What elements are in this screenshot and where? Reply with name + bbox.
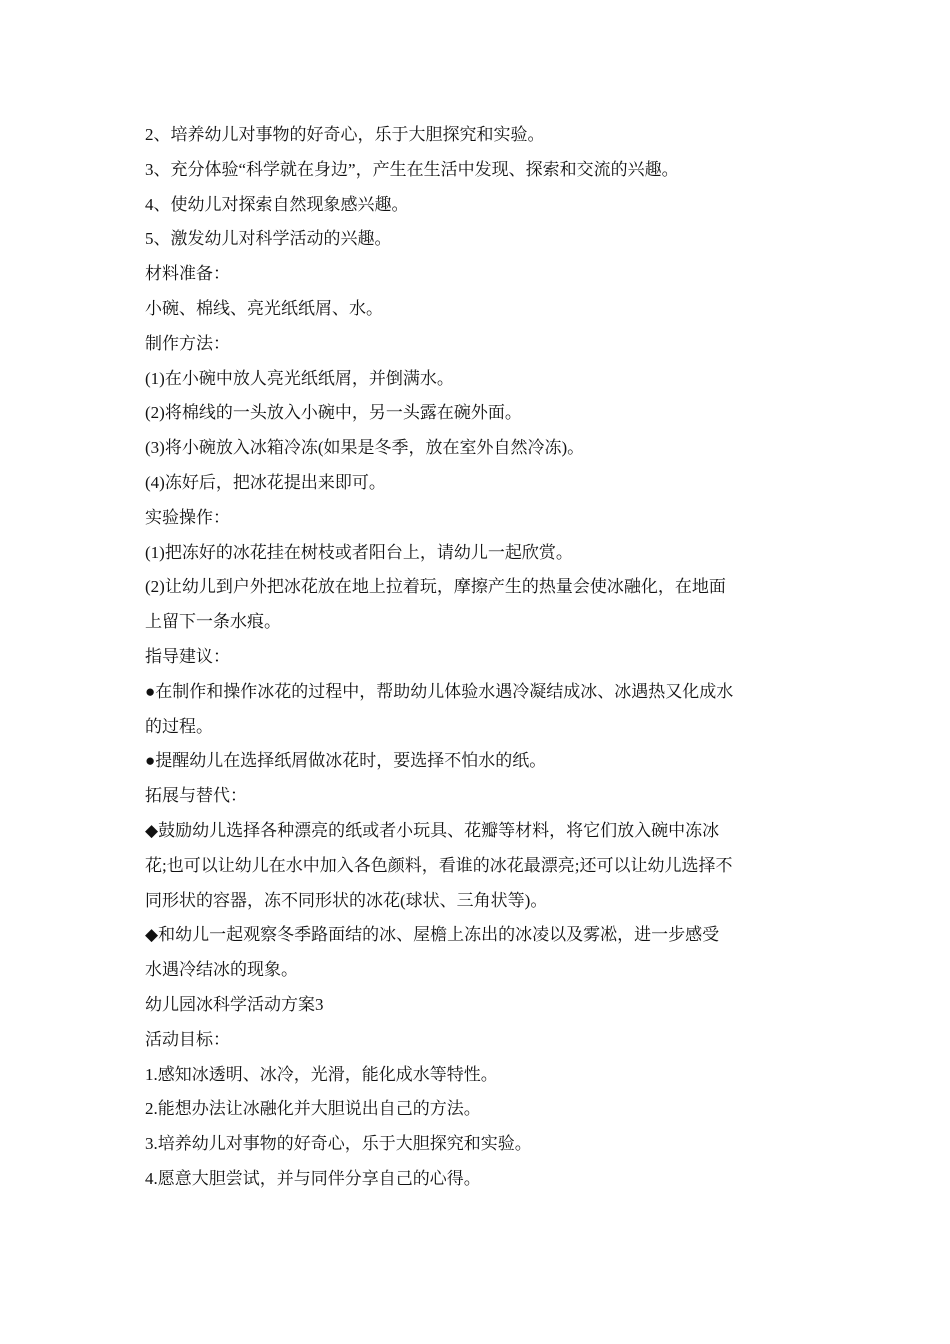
method-heading: 制作方法： (145, 333, 230, 353)
method-step-2: (2)将棉线的一头放入小碗中，另一头露在碗外面。 (145, 403, 522, 423)
goal-line-4: 4、使幼儿对探索自然现象感兴趣。 (145, 194, 409, 214)
extension-item-1-cont: 花;也可以让幼儿在水中加入各色颜料，看谁的冰花最漂亮;还可以让幼儿选择不 (145, 855, 733, 875)
goal-line-5: 5、激发幼儿对科学活动的兴趣。 (145, 229, 392, 249)
goal-line-2: 2、培养幼儿对事物的好奇心，乐于大胆探究和实验。 (145, 125, 545, 144)
extension-heading: 拓展与替代： (145, 786, 247, 806)
extension-item-1-cont-2: 同形状的容器，冻不同形状的冰花(球状、三角状等)。 (145, 890, 548, 910)
extension-item-1: ◆鼓励幼儿选择各种漂亮的纸或者小玩具、花瓣等材料，将它们放入碗中冻冰 (145, 820, 720, 840)
goals-heading: 活动目标： (145, 1029, 230, 1049)
method-step-4: (4)冻好后，把冰花提出来即可。 (145, 472, 386, 492)
operation-step-1: (1)把冻好的冰花挂在树枝或者阳台上，请幼儿一起欣赏。 (145, 542, 573, 562)
operation-step-2-cont: 上留下一条水痕。 (145, 612, 281, 632)
extension-item-2: ◆和幼儿一起观察冬季路面结的冰、屋檐上冻出的冰凌以及雾凇，进一步感受 (145, 925, 720, 945)
guidance-item-1: ●在制作和操作冰花的过程中，帮助幼儿体验水遇冷凝结成冰、冰遇热又化成水 (145, 681, 734, 701)
operation-heading: 实验操作： (145, 507, 230, 527)
goal-line-3: 3、充分体验“科学就在身边”，产生在生活中发现、探索和交流的兴趣。 (145, 159, 679, 179)
goal-item-2: 2.能想办法让冰融化并大胆说出自己的方法。 (145, 1099, 481, 1119)
method-step-1: (1)在小碗中放人亮光纸纸屑，并倒满水。 (145, 368, 454, 388)
extension-item-2-cont: 水遇冷结冰的现象。 (145, 960, 298, 980)
materials-list: 小碗、棉线、亮光纸纸屑、水。 (145, 298, 383, 318)
section-title: 幼儿园冰科学活动方案3 (145, 994, 324, 1014)
document-body (145, 118, 810, 1197)
goal-item-4: 4.愿意大胆尝试，并与同伴分享自己的心得。 (145, 1168, 481, 1188)
guidance-item-1-cont: 的过程。 (145, 716, 213, 736)
method-step-3: (3)将小碗放入冰箱冷冻(如果是冬季，放在室外自然冷冻)。 (145, 438, 585, 458)
materials-heading: 材料准备： (145, 264, 230, 284)
goal-item-1: 1.感知冰透明、冰冷，光滑，能化成水等特性。 (145, 1064, 498, 1084)
guidance-item-2: ●提醒幼儿在选择纸屑做冰花时，要选择不怕水的纸。 (145, 751, 547, 771)
guidance-heading: 指导建议： (145, 646, 230, 666)
operation-step-2: (2)让幼儿到户外把冰花放在地上拉着玩，摩擦产生的热量会使冰融化，在地面 (145, 577, 726, 597)
goal-item-3: 3.培养幼儿对事物的好奇心，乐于大胆探究和实验。 (145, 1134, 532, 1154)
